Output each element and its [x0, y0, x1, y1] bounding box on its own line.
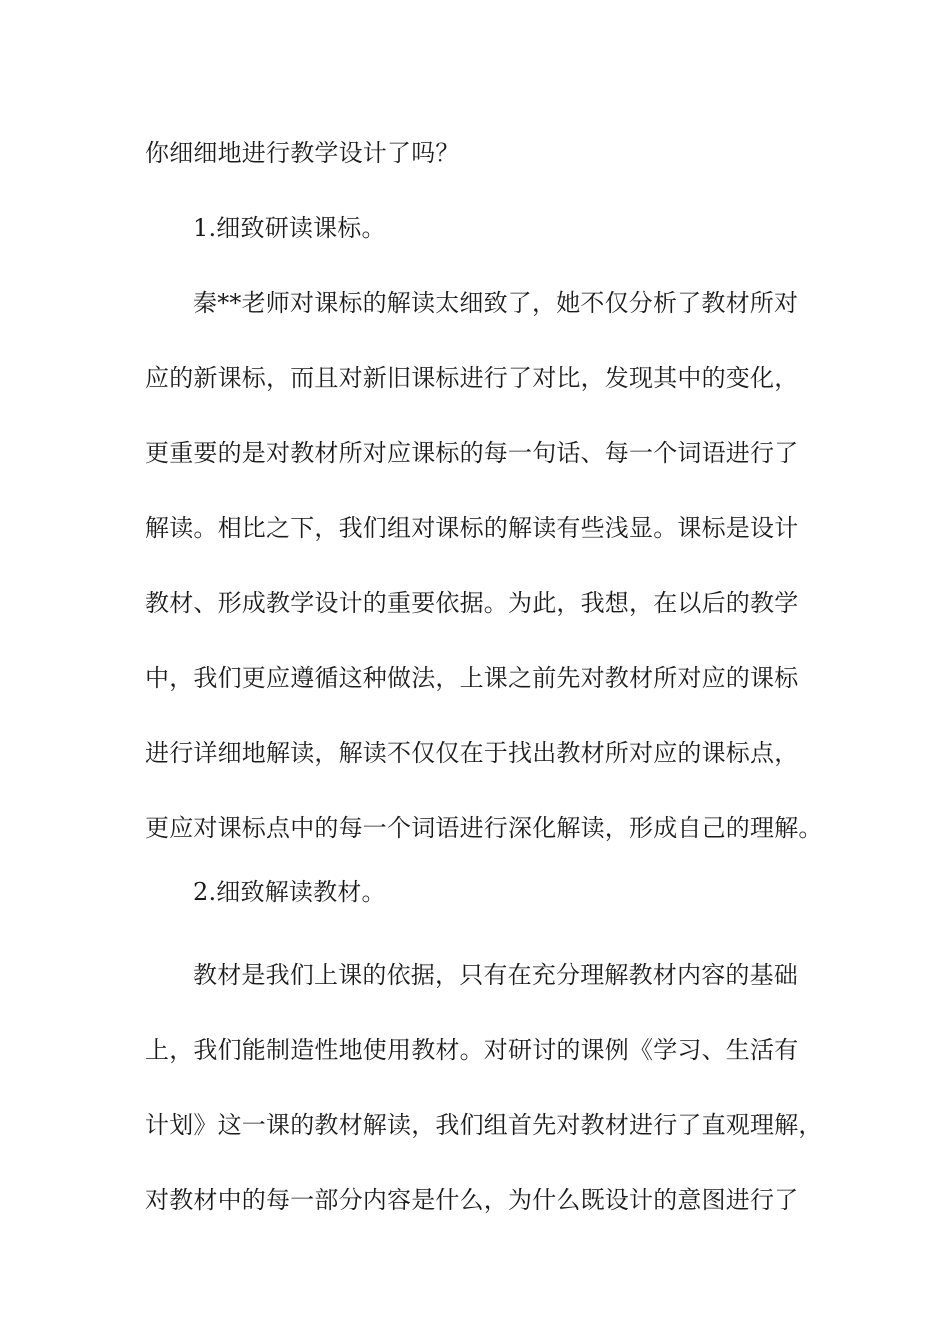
paragraph-line: 更应对课标点中的每一个词语进行深化解读，形成自己的理解。	[145, 814, 823, 842]
section-heading-1: 1.细致研读课标。	[193, 214, 386, 242]
paragraph-line: 进行详细地解读，解读不仅仅在于找出教材所对应的课标点，	[145, 739, 799, 767]
paragraph-line: 教材是我们上课的依据，只有在充分理解教材内容的基础	[193, 961, 798, 989]
paragraph-line: 秦**老师对课标的解读太细致了，她不仅分析了教材所对	[193, 289, 799, 317]
paragraph-line: 上，我们能制造性地使用教材。对研讨的课例《学习、生活有	[145, 1036, 799, 1064]
paragraph-line: 计划》这一课的教材解读，我们组首先对教材进行了直观理解，	[145, 1111, 823, 1139]
paragraph-line: 教材、形成教学设计的重要依据。为此，我想，在以后的教学	[145, 589, 799, 617]
paragraph-line: 解读。相比之下，我们组对课标的解读有些浅显。课标是设计	[145, 514, 799, 542]
intro-question-line: 你细细地进行教学设计了吗？	[145, 139, 460, 167]
paragraph-line: 应的新课标，而且对新旧课标进行了对比，发现其中的变化，	[145, 364, 799, 392]
section-heading-2: 2.细致解读教材。	[193, 878, 386, 906]
paragraph-line: 中，我们更应遵循这种做法，上课之前先对教材所对应的课标	[145, 664, 799, 692]
paragraph-line: 对教材中的每一部分内容是什么，为什么既设计的意图进行了	[145, 1186, 799, 1214]
paragraph-line: 更重要的是对教材所对应课标的每一句话、每一个词语进行了	[145, 439, 799, 467]
